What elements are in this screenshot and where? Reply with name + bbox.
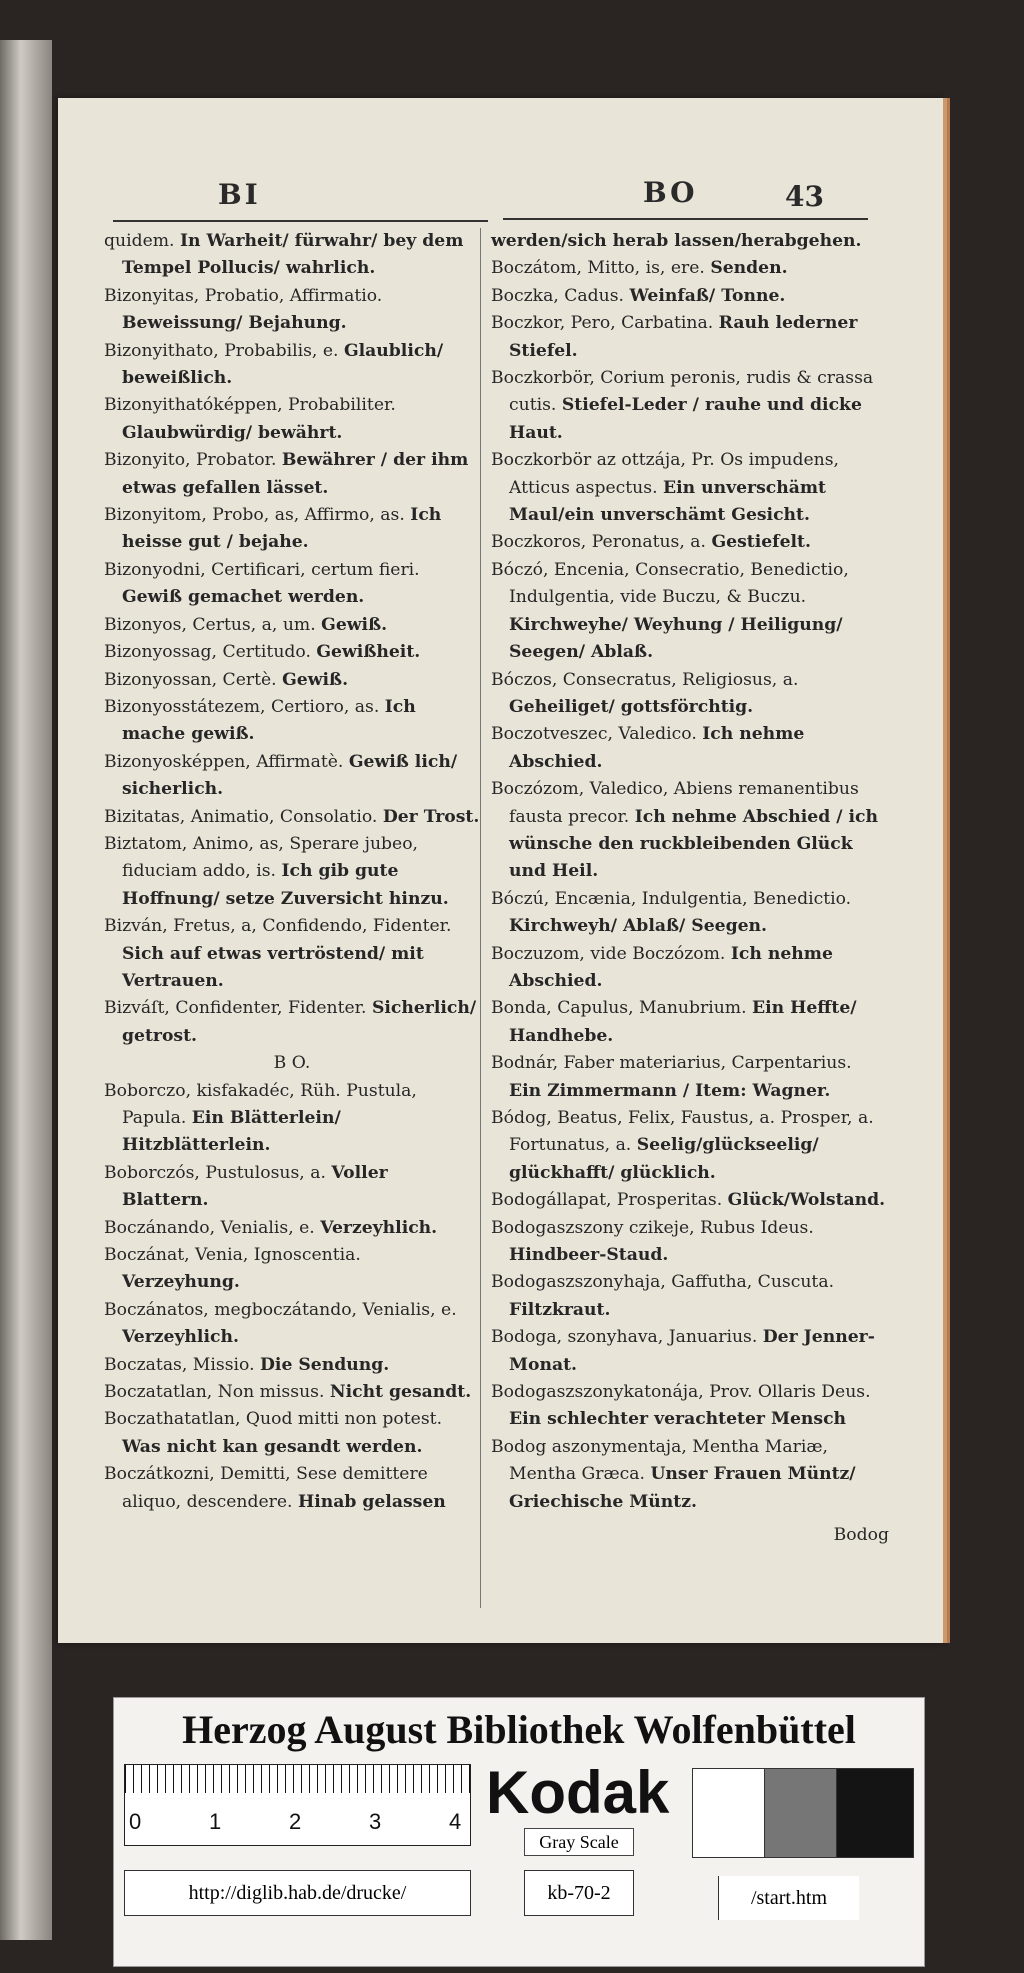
dictionary-entry (491, 1105, 889, 1187)
ruler-number: 0 (129, 1809, 142, 1834)
entry-german: Sicherlich/ getrost. (122, 998, 477, 1046)
entry-german: Kirchweyh/ Ablaß/ Seegen. (509, 916, 768, 937)
entry-german: Ich mache gewiß. (122, 696, 416, 745)
entry-german: Ich heisse gut / bejahe. (122, 505, 442, 553)
entry-german: Die Sendung. (260, 1354, 390, 1375)
entry-german: Bewährer / der ihm etwas gefallen lässet. (122, 450, 469, 498)
dictionary-entry (104, 749, 480, 804)
entry-latin: Bizonyithatóképpen, Probabiliter. (104, 395, 396, 416)
dictionary-entry (491, 667, 889, 722)
section-heading: B O. (273, 1053, 311, 1074)
dictionary-entry (491, 447, 889, 529)
dictionary-entry (491, 1269, 889, 1324)
entry-latin: Bodoga, szonyhava, Januarius. (491, 1327, 758, 1348)
entry-latin: Bodogaszszonyhaja, Gaffutha, Cuscuta. (491, 1272, 835, 1293)
ruler-number: 3 (369, 1809, 382, 1834)
entry-latin: Bizonyodni, Certificari, certum fieri. (104, 559, 420, 580)
dictionary-entry (104, 338, 480, 393)
gray-swatch-mid (764, 1768, 838, 1858)
start-link[interactable]: /start.htm (718, 1876, 859, 1920)
ruler-number: 2 (289, 1809, 302, 1834)
entry-latin: Boborczós, Pustulosus, a. (104, 1162, 326, 1183)
entry-latin: Boczotveszec, Valedico. (491, 724, 697, 745)
dictionary-entry (104, 694, 480, 749)
dictionary-entry (491, 776, 889, 886)
entry-latin: Bizonyosképpen, Affirmatè. (104, 751, 344, 772)
dictionary-entry (104, 1297, 480, 1352)
entry-latin: Boczka, Cadus. (491, 285, 625, 306)
entry-latin: Boczatas, Missio. (104, 1354, 255, 1375)
entry-german: Hinab gelassen (297, 1491, 446, 1512)
entry-latin: Boczátom, Mitto, is, ere. (491, 258, 705, 279)
dictionary-entry (104, 639, 480, 666)
entry-german: Rauh lederner Stiefel. (509, 313, 858, 361)
entry-latin: Bóczú, Encænia, Indulgentia, Benedictio. (491, 888, 852, 909)
entry-german: Voller Blattern. (122, 1162, 388, 1211)
dictionary-entry (104, 1406, 480, 1461)
dictionary-entry (491, 529, 889, 556)
entry-german: Ein unverschämt Maul/ein unverschämt Gesicht. (509, 477, 826, 526)
entry-latin: Bizonyitom, Probo, as, Affirmo, as. (104, 505, 405, 526)
dictionary-entry (104, 804, 480, 831)
entry-german: Nicht gesandt. (329, 1382, 472, 1403)
dictionary-entry (491, 721, 889, 776)
entry-latin: Boczkoros, Peronatus, a. (491, 532, 707, 553)
entry-latin: Bonda, Capulus, Manubrium. (491, 998, 747, 1019)
entry-german: Weinfaß/ Tonne. (629, 285, 786, 306)
entry-german: Gewißheit. (316, 642, 421, 663)
dictionary-entry (104, 557, 480, 612)
dictionary-entry (491, 365, 889, 447)
dictionary-entry (104, 1242, 480, 1297)
dictionary-entry (104, 667, 480, 694)
entry-latin: Bodogállapat, Prosperitas. (491, 1190, 723, 1211)
entry-german: Kirchweyhe/ Weyhung / Heiligung/ Seegen/ Ablaß. (509, 614, 843, 663)
book-page (58, 98, 943, 1643)
entry-german: Verzeyhlich. (320, 1217, 438, 1238)
entry-latin: Bodnár, Faber materiarius, Carpentarius. (491, 1053, 852, 1074)
entry-german: Beweissung/ Bejahung. (122, 313, 347, 334)
entry-latin: Bizonyithato, Probabilis, e. (104, 340, 339, 361)
entry-german: Gewiß. (321, 614, 388, 635)
entry-german: Glaubwürdig/ bewährt. (122, 422, 343, 443)
entry-latin: Boczátkozni, Demitti, Sese demittere aliquo, descendere. (104, 1464, 428, 1512)
entry-latin: Bizitatas, Animatio, Consolatio. (104, 806, 378, 827)
dictionary-entry (104, 228, 480, 283)
entry-german: Ich nehme Abschied. (509, 943, 833, 991)
dictionary-entry (491, 1050, 889, 1105)
entry-latin: Boczatatlan, Non missus. (104, 1382, 325, 1403)
entry-latin: Bizonyitas, Probatio, Affirmatio. (104, 285, 383, 306)
dictionary-entry (491, 255, 889, 282)
ruler-number: 1 (209, 1809, 222, 1834)
dictionary-entry (104, 1160, 480, 1215)
entry-latin: Boczánando, Venialis, e. (104, 1217, 315, 1238)
dictionary-entry (491, 1434, 889, 1516)
ruler-number: 4 (449, 1809, 462, 1834)
entry-latin: Bódog, Beatus, Felix, Faustus, a. Prosper, a. Fortunatus, a. (491, 1108, 874, 1156)
dictionary-entry (104, 831, 480, 913)
header-rule-right (503, 218, 868, 220)
dictionary-entry (491, 228, 889, 255)
entry-german: Glaublich/ beweißlich. (122, 340, 444, 389)
entry-latin: Bóczos, Consecratus, Religiosus, a. (491, 669, 799, 690)
library-name: Herzog August Bibliothek Wolfenbüttel (182, 1707, 856, 1752)
library-scan-footer (113, 1697, 925, 1967)
entry-latin: Boczánat, Venia, Ignoscentia. (104, 1245, 361, 1266)
dictionary-entry (491, 283, 889, 310)
dictionary-entry (104, 392, 480, 447)
catchword: Bodog (833, 1525, 889, 1546)
entry-german: Ein schlechter verachteter Mensch (509, 1409, 847, 1430)
dictionary-entry (491, 1187, 889, 1214)
left-column (104, 228, 480, 1516)
entry-german: Ich gib gute Hoffnung/ setze Zuversicht hinzu. (122, 861, 449, 909)
dictionary-entry (104, 612, 480, 639)
entry-german: Glück/Wolstand. (727, 1190, 886, 1211)
kodak-logo: Kodak (486, 1759, 670, 1826)
adjacent-page-edge (0, 40, 52, 1940)
entry-latin: Bizonyossan, Certè. (104, 669, 277, 690)
entry-latin: Boczózom, Valedico, Abiens remanentibus fausta precor. (491, 779, 859, 827)
entry-latin: quidem. (104, 231, 175, 251)
entry-german: Verzeyhlich. (122, 1327, 239, 1348)
header-rule-left (113, 220, 488, 222)
entry-german: Geheiliget/ gottsförchtig. (509, 696, 754, 717)
dictionary-entry (491, 1215, 889, 1270)
entry-german: Gewiß. (282, 669, 349, 690)
entry-latin: Bodogaszszonykatonája, Prov. Ollaris Deus. (491, 1382, 871, 1403)
right-column (491, 228, 889, 1550)
entry-german: Unser Frauen Müntz/ Griechische Müntz. (509, 1464, 856, 1512)
entry-latin: Bodogaszszony czikeje, Rubus Ideus. (491, 1217, 814, 1238)
entry-german: Gewiß lich/ sicherlich. (122, 751, 458, 800)
dictionary-entry (491, 886, 889, 941)
entry-german: Ich nehme Abschied. (509, 724, 805, 772)
entry-latin: Boczuzom, vide Boczózom. (491, 943, 726, 964)
entry-german: werden/sich herab lassen/herabgehen. (491, 231, 862, 251)
entry-latin: Boborczo, kisfakadéc, Rüh. Pustula, Papula. (104, 1080, 417, 1128)
entry-latin: Bodog aszonymentaja, Mentha Mariæ, Mentha Græca. (491, 1436, 828, 1485)
dictionary-entry (104, 1379, 480, 1406)
entry-latin: Bizonyosstátezem, Certioro, as. (104, 696, 380, 717)
header-center-letters: BO (643, 176, 698, 209)
entry-german: Verzeyhung. (122, 1272, 240, 1293)
dictionary-entry (491, 995, 889, 1050)
source-url[interactable]: http://diglib.hab.de/drucke/ (124, 1870, 471, 1916)
dictionary-entry (491, 557, 889, 667)
dictionary-entry (104, 1352, 480, 1379)
entry-german: Ein Blätterlein/ Hitzblätterlein. (122, 1108, 341, 1156)
entry-german: Filtzkraut. (509, 1299, 611, 1320)
scale-ruler (124, 1764, 471, 1846)
entry-german: Der Jenner-Monat. (509, 1327, 875, 1375)
shelf-code: kb-70-2 (524, 1870, 634, 1916)
entry-german: Ein Zimmermann / Item: Wagner. (509, 1080, 831, 1101)
dictionary-entry (104, 1078, 480, 1160)
entry-german: Ich nehme Abschied / ich wünsche den ruckbleibenden Glück und Heil. (509, 806, 878, 882)
dictionary-entry (491, 310, 889, 365)
dictionary-entry (491, 1379, 889, 1434)
entry-german: Der Trost. (382, 806, 480, 827)
entry-german: Was nicht kan gesandt werden. (122, 1436, 423, 1457)
entry-latin: Boczkorbör az ottzája, Pr. Os impudens, Atticus aspectus. (491, 450, 839, 498)
entry-latin: Bizonyossag, Certitudo. (104, 642, 311, 663)
dictionary-entry (104, 1461, 480, 1516)
page-number: 43 (785, 180, 824, 213)
entry-latin: Bizváſt, Confidenter, Fidenter. (104, 998, 367, 1019)
entry-latin: Bizván, Fretus, a, Confidendo, Fidenter. (104, 916, 452, 937)
entry-latin: Bizonyos, Certus, a, um. (104, 614, 316, 635)
entry-latin: Biztatom, Animo, as, Sperare jubeo, fiduciam addo, is. (104, 833, 419, 882)
entry-german: Senden. (710, 258, 788, 279)
entry-latin: Boczathatatlan, Quod mitti non potest. (104, 1409, 443, 1430)
header-left-letters: BI (218, 178, 261, 211)
dictionary-entry (104, 995, 480, 1050)
entry-latin: Boczánatos, megboczátando, Venialis, e. (104, 1299, 457, 1320)
dictionary-entry (491, 941, 889, 996)
entry-latin: Boczkorbör, Corium peronis, rudis & crassa cutis. (491, 368, 874, 416)
gray-swatch-white (692, 1768, 766, 1858)
entry-german: Ein Heffte/ Handhebe. (509, 998, 857, 1046)
column-divider (480, 228, 481, 1608)
entry-german: Seelig/glückseelig/ glückhafft/ glücklich. (509, 1135, 819, 1183)
dictionary-entry (104, 502, 480, 557)
entry-german: Gestiefelt. (711, 532, 811, 553)
gray-scale-label: Gray Scale (524, 1828, 634, 1856)
entry-german: Gewiß gemachet werden. (122, 587, 365, 608)
dictionary-entry (104, 913, 480, 995)
dictionary-entry (104, 447, 480, 502)
dictionary-entry (491, 1324, 889, 1379)
entry-german: Hindbeer-Staud. (509, 1245, 669, 1266)
entry-latin: Boczkor, Pero, Carbatina. (491, 313, 714, 334)
entry-german: Stiefel-Leder / rauhe und dicke Haut. (509, 395, 862, 443)
ruler-ticks (125, 1765, 470, 1793)
entry-latin: Bizonyito, Probator. (104, 450, 277, 471)
entry-german: Sich auf etwas vertröstend/ mit Vertrauen. (122, 943, 424, 991)
dictionary-entry (104, 283, 480, 338)
gray-swatch-black (836, 1768, 914, 1858)
dictionary-entry (104, 1215, 480, 1242)
entry-german: In Warheit/ fürwahr/ bey dem Tempel Pollucis/ wahrlich. (122, 231, 464, 279)
entry-latin: Bóczó, Encenia, Consecratio, Benedictio, Indulgentia, vide Buczu, & Buczu. (491, 559, 849, 608)
ruler-numbers (125, 1809, 470, 1839)
